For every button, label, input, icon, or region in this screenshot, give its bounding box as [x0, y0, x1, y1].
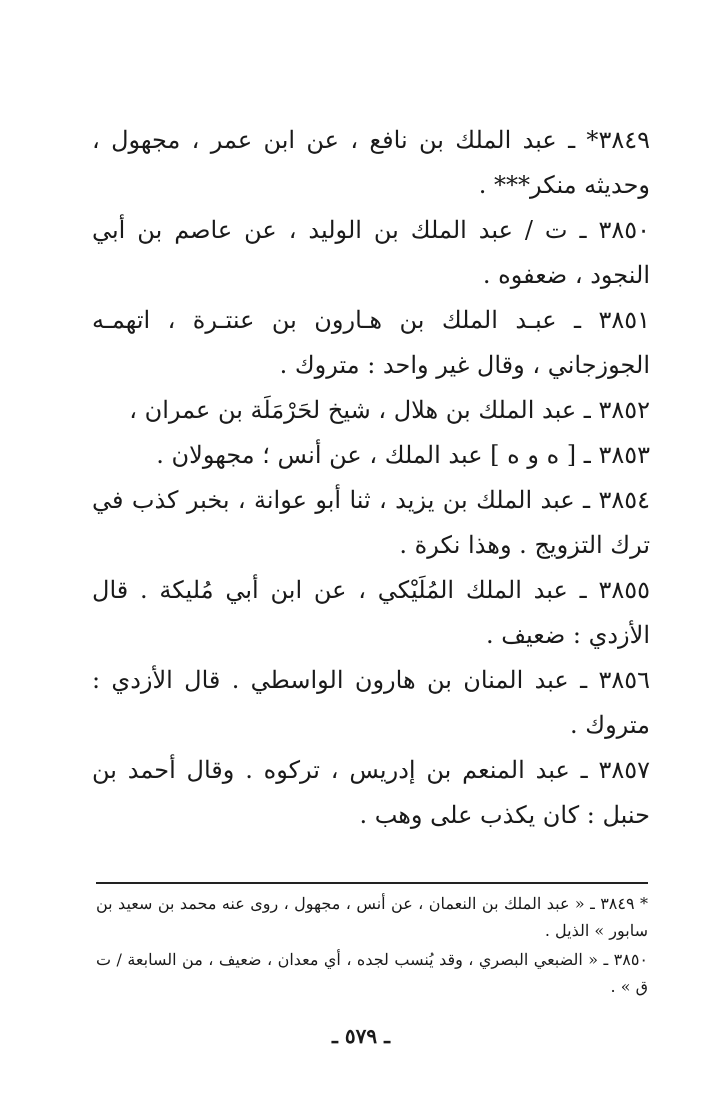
entry-3851: ٣٨٥١ ـ عبـد الملك بن هـارون بن عنتـرة ، اتهمـه الجوزجاني ، وقال غير واحد : متروك .	[92, 306, 650, 379]
footnote-3850: ٣٨٥٠ ـ « الضبعي البصري ، وقد يُنسب لجده ، أي معدان ، ضعيف ، من السابعة / ت ق » .	[96, 950, 648, 996]
footnotes	[96, 890, 648, 1000]
entry-3850: ٣٨٥٠ ـ ت / عبد الملك بن الوليد ، عن عاصم بن أبي النجود ، ضعفوه .	[92, 216, 650, 289]
entry-3853: ٣٨٥٣ ـ [ ه و ه ] عبد الملك ، عن أنس ؛ مجهولان .	[156, 441, 650, 469]
entry-3855: ٣٨٥٥ ـ عبد الملك المُلَيْكي ، عن ابن أبي مُليكة . قال الأزدي : ضعيف .	[92, 576, 650, 649]
footnote-3849: * ٣٨٤٩ ـ « عبد الملك بن النعمان ، عن أنس ، مجهول ، روى عنه محمد بن سعيد بن سابور » الذيل .	[96, 894, 648, 940]
entry-3854: ٣٨٥٤ ـ عبد الملك بن يزيد ، ثنا أبو عوانة ، بخبر كذب في ترك التزويج . وهذا نكرة .	[92, 486, 650, 559]
entry-3857: ٣٨٥٧ ـ عبد المنعم بن إدريس ، تركوه . وقال أحمد بن حنبل : كان يكذب على وهب .	[92, 756, 650, 829]
entries-list	[92, 118, 650, 838]
entry-3856: ٣٨٥٦ ـ عبد المنان بن هارون الواسطي . قال الأزدي : متروك .	[92, 666, 650, 739]
footnote-separator	[96, 882, 648, 884]
page-number: ـ ٥٧٩ ـ	[332, 1024, 390, 1048]
entry-3852: ٣٨٥٢ ـ عبد الملك بن هلال ، شيخ لحَرْمَلَة بن عمران ،	[129, 396, 650, 424]
entry-3849: ٣٨٤٩* ـ عبد الملك بن نافع ، عن ابن عمر ، مجهول ، وحديثه منكر*** .	[92, 126, 650, 199]
